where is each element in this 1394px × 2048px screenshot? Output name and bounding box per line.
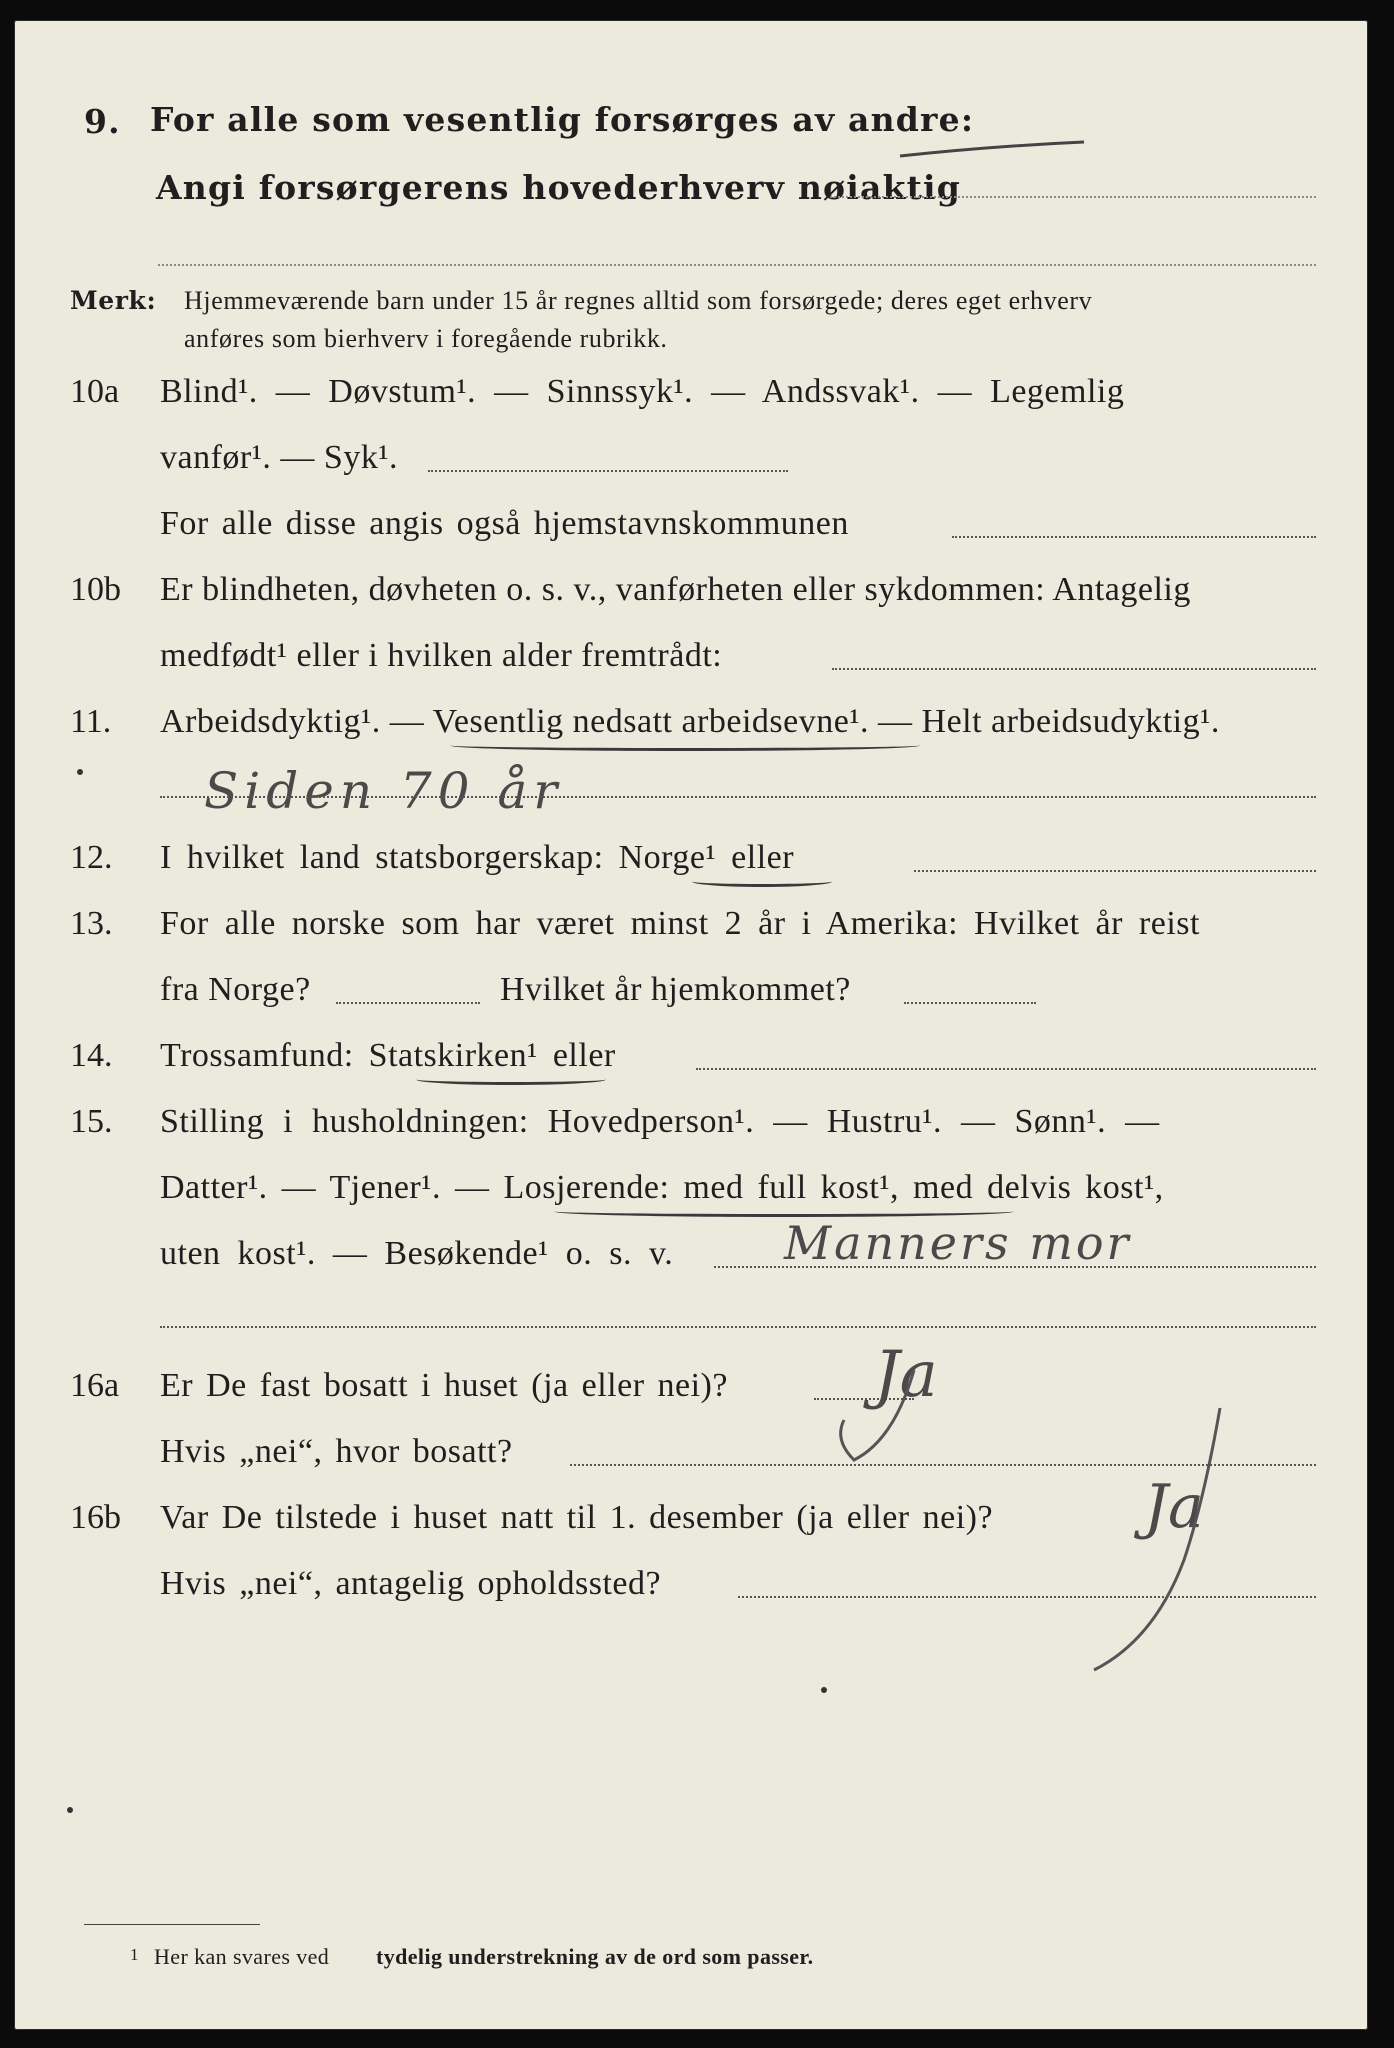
q13-number: 13.: [70, 905, 113, 942]
q16b-number: 16b: [70, 1499, 121, 1536]
footnote-text-a: Her kan svares ved: [154, 1944, 330, 1969]
q15-line3: uten kost¹. — Besøkende¹ o. s. v.: [160, 1235, 674, 1272]
q10b-number: 10b: [70, 571, 121, 608]
footnote-rule: [84, 1924, 260, 1925]
q16a-line1: Er De fast bosatt i huset (ja eller nei)?: [160, 1367, 728, 1404]
q16a-number: 16a: [70, 1367, 120, 1404]
q14-line1: Trossamfund: Statskirken¹ eller: [160, 1037, 616, 1074]
footnote-marker: 1: [130, 1945, 139, 1964]
q11-line1: Arbeidsdyktig¹. — Vesentlig nedsatt arbeidsevne¹. — Helt arbeidsudyktig¹.: [160, 703, 1220, 740]
q10a-line3: For alle disse angis også hjemstavnskommunen: [160, 505, 849, 542]
q16b-line2: Hvis „nei“, antagelig opholdssted?: [160, 1565, 662, 1602]
footnote-text-b: tydelig understrekning av de ord som passer.: [376, 1944, 814, 1969]
census-form-page: [14, 20, 1368, 2030]
q15-handwritten-answer: Manners mor: [784, 1216, 1132, 1270]
q15-line2: Datter¹. — Tjener¹. — Losjerende: med full kost¹, med delvis kost¹,: [160, 1169, 1164, 1206]
q11-number: 11.: [70, 703, 112, 740]
q10b-line1: Er blindheten, døvheten o. s. v., vanførheten eller sykdommen: Antagelig: [160, 571, 1191, 608]
q14-number: 14.: [70, 1037, 113, 1074]
q13-line1: For alle norske som har været minst 2 år i Amerika: Hvilket år reist: [160, 905, 1200, 942]
q16b-handwritten-answer: Ja: [1144, 1472, 1204, 1542]
q13-line2b: Hvilket år hjemkommet?: [500, 971, 851, 1008]
q13-line2a: fra Norge?: [160, 971, 311, 1008]
merk-line2: anføres som bierhverv i foregående rubrikk.: [184, 324, 668, 353]
merk-line1: Hjemmeværende barn under 15 år regnes alltid som forsørgede; deres eget erhverv: [184, 286, 1093, 315]
merk-label: Merk:: [70, 286, 157, 315]
q9-line1: For alle som vesentlig forsørges av andre:: [150, 100, 975, 139]
q9-number: 9.: [84, 102, 121, 141]
q9-line2: Angi forsørgerens hovederhverv nøiaktig: [156, 168, 962, 207]
q15-line1: Stilling i husholdningen: Hovedperson¹. — Hustru¹. — Sønn¹. —: [160, 1103, 1160, 1140]
q11-handwritten-answer: Siden 70 år: [204, 762, 564, 820]
q16b-line1: Var De tilstede i huset natt til 1. desember (ja eller nei)?: [160, 1499, 994, 1536]
q16a-line2: Hvis „nei“, hvor bosatt?: [160, 1433, 513, 1470]
q12-number: 12.: [70, 839, 113, 876]
q10b-line2: medfødt¹ eller i hvilken alder fremtrådt:: [160, 637, 723, 674]
q16a-handwritten-answer: Ja: [874, 1338, 938, 1412]
q10a-line1: Blind¹. — Døvstum¹. — Sinnssyk¹. — Andssvak¹. — Legemlig: [160, 373, 1125, 410]
q10a-number: 10a: [70, 373, 120, 410]
q15-number: 15.: [70, 1103, 113, 1140]
q12-line1: I hvilket land statsborgerskap: Norge¹ eller: [160, 839, 795, 876]
handwriting-strokes: [14, 20, 1368, 2030]
q10a-line2: vanfør¹. — Syk¹.: [160, 439, 399, 476]
